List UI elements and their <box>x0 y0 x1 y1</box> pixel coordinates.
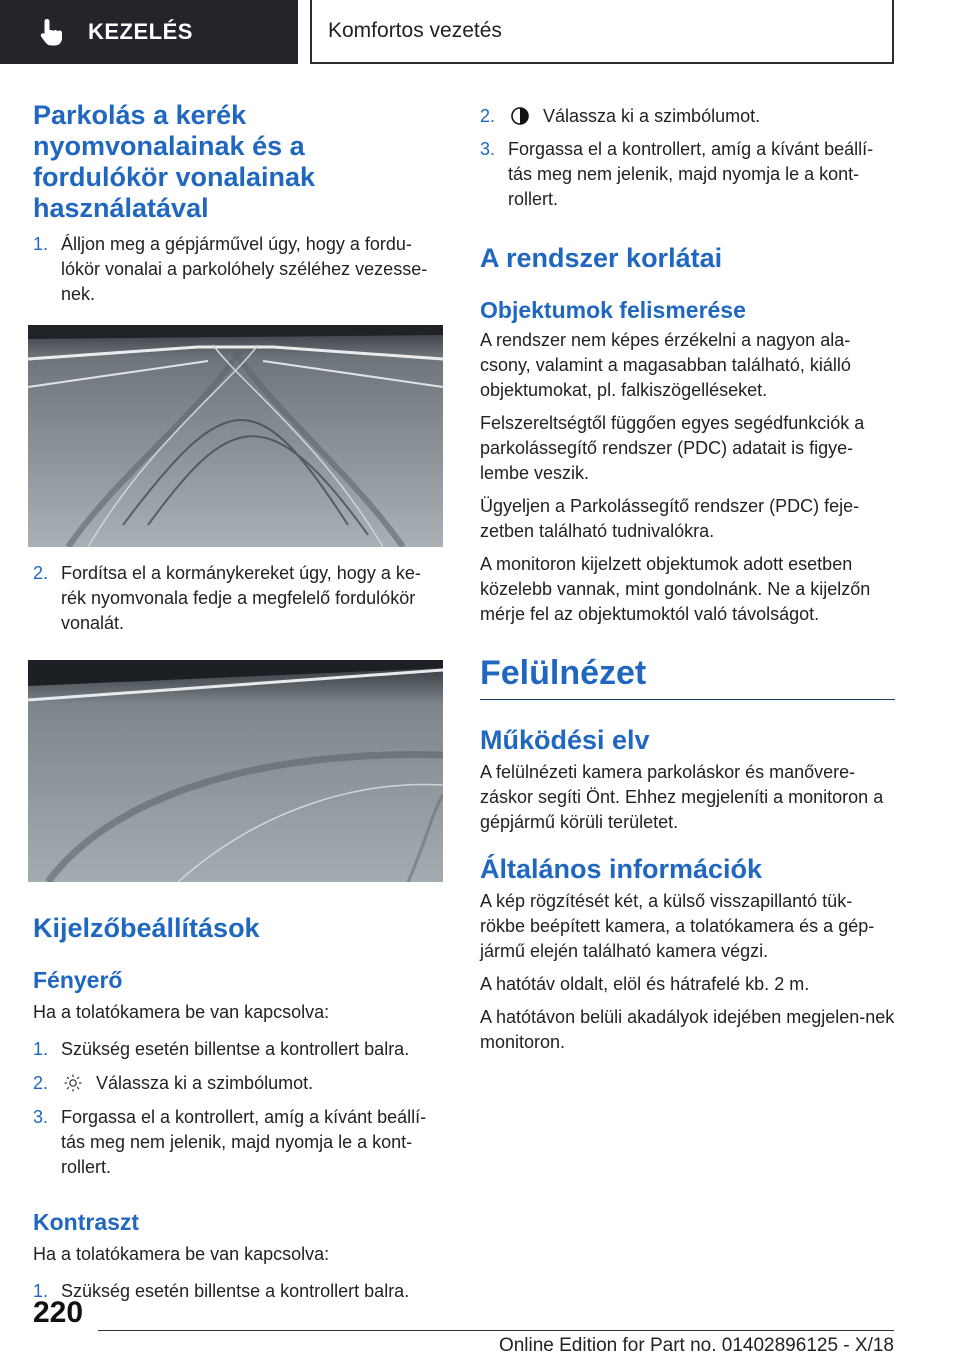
paragraph: A felülnézeti kamera parkoláskor és manővere-záskor segíti Önt. Ehhez megjeleníti a monitoron a gépjármű körüli területet. <box>480 762 884 832</box>
brightness-steps <box>33 1037 443 1180</box>
list-text: Válassza ki a szimbólumot. <box>543 106 761 126</box>
hand-pointer-icon <box>38 17 66 47</box>
list-item <box>33 1071 443 1096</box>
contrast-steps <box>33 1279 443 1304</box>
list-item <box>480 137 895 212</box>
section-heading-general: Általános információk <box>480 854 763 884</box>
list-number: 1. <box>33 234 49 254</box>
list-text: Álljon meg a gépjárművel úgy, hogy a fordu-lókör vonalai a parkolóhely széléhez vezesse-nek. <box>61 234 428 304</box>
paragraph: A monitoron kijelzett objektumok adott esetben közelebb vannak, mint gondolnánk. Ne a kijelzőn mérje fel az objektumoktól való távolságot. <box>480 554 871 624</box>
brightness-intro: Ha a tolatókamera be van kapcsolva: <box>33 1002 330 1022</box>
list-number: 2. <box>33 1073 49 1093</box>
paragraph: A kép rögzítését két, a külső visszapillantó tük-rökbe beépített kamera, a tolatókamera és a gép-jármű elején található kamera végzi. <box>480 891 875 961</box>
paragraph: A hatótáv oldalt, elöl és hátrafelé kb. 2 m. <box>480 974 810 994</box>
list-text: Szükség esetén billentse a kontrollert balra. <box>61 1039 410 1059</box>
paragraph: Ügyeljen a Parkolássegítő rendszer (PDC) feje-zetben található tudnivalókra. <box>480 496 860 541</box>
list-number: 3. <box>480 139 496 159</box>
list-text: Fordítsa el a kormánykereket úgy, hogy a ke-rék nyomvonala fedje a megfelelő fordulókör vonalát. <box>61 563 421 633</box>
chapter-tab[interactable] <box>310 0 894 64</box>
sun-icon <box>63 1073 83 1093</box>
list-item <box>33 561 443 636</box>
chapter-heading-topview: Felülnézet <box>480 654 647 692</box>
list-item <box>33 1279 443 1304</box>
list-text: Szükség esetén billentse a kontrollert balra. <box>61 1281 410 1301</box>
paragraph: A rendszer nem képes érzékelni a nagyon ala-csony, valamint a magasabban található, kiálló objektumokat, pl. falkiszögelléseket. <box>480 330 851 400</box>
section-tab[interactable] <box>0 0 298 64</box>
steps-list-b <box>33 561 443 636</box>
contrast-intro: Ha a tolatókamera be van kapcsolva: <box>33 1244 330 1264</box>
section-heading-limits: A rendszer korlátai <box>480 243 723 273</box>
list-item <box>33 1105 443 1180</box>
camera-view-image-1 <box>28 325 443 547</box>
list-item <box>33 1037 443 1062</box>
paragraph: Felszereltségtől függően egyes segédfunkciók a parkolássegítő rendszer (PDC) adatait is figye-lembe veszik. <box>480 413 865 483</box>
contrast-steps-continued <box>480 104 895 212</box>
footer-edition: Online Edition for Part no. 01402896125 - X/18 <box>498 1335 894 1356</box>
list-text: Válassza ki a szimbólumot. <box>96 1073 314 1093</box>
paragraph: A hatótávon belüli akadályok idejében megjelen-nek monitoron. <box>480 1007 895 1052</box>
section-heading-parking: Parkolás a kerék nyomvonalainak és a fordulókör vonalainak használatával <box>33 100 316 223</box>
steps-list-a <box>33 232 443 307</box>
list-number: 2. <box>33 563 49 583</box>
subheading-contrast: Kontraszt <box>33 1209 140 1235</box>
camera-view-image-2 <box>28 660 443 882</box>
footer-divider <box>98 1330 894 1331</box>
section-tab-label: KEZELÉS <box>88 19 193 44</box>
section-heading-display: Kijelzőbeállítások <box>33 913 260 943</box>
list-number: 2. <box>480 106 496 126</box>
list-number: 3. <box>33 1107 49 1127</box>
right-column <box>480 100 895 1055</box>
list-number: 1. <box>33 1039 49 1059</box>
left-column <box>33 100 443 1304</box>
list-item <box>480 104 895 129</box>
chapter-tab-label: Komfortos vezetés <box>328 19 502 42</box>
list-item <box>33 232 443 307</box>
subheading-brightness: Fényerő <box>33 967 123 993</box>
list-number: 1. <box>33 1281 49 1301</box>
heading-divider <box>480 699 895 700</box>
section-heading-principle: Működési elv <box>480 725 650 755</box>
list-text: Forgassa el a kontrollert, amíg a kívánt beállí-tás meg nem jelenik, majd nyomja le a kont-rollert. <box>61 1107 427 1177</box>
contrast-icon <box>510 106 530 126</box>
page-number: 220 <box>33 1296 84 1329</box>
list-text: Forgassa el a kontrollert, amíg a kívánt beállí-tás meg nem jelenik, majd nyomja le a kont-rollert. <box>508 139 874 209</box>
subheading-object-detection: Objektumok felismerése <box>480 297 746 323</box>
